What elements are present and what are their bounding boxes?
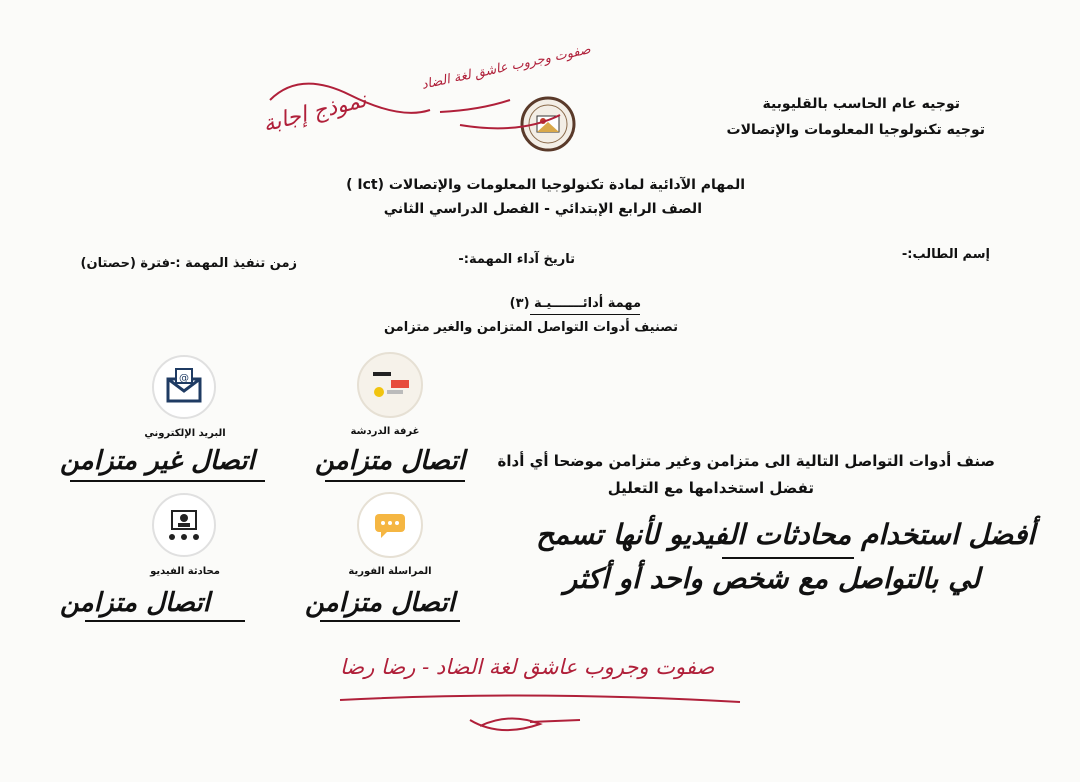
email-label: البريد الإلكتروني bbox=[144, 428, 226, 439]
task-heading: مهمة أدائـــــــيـة (٣) bbox=[509, 296, 641, 311]
email-answer-underline bbox=[70, 480, 265, 482]
header-line-2: توجيه تكنولوجيا المعلومات والإتصالات bbox=[726, 122, 985, 138]
footer-signature: صفوت وجروب عاشق لغة الضاد - رضا رضا bbox=[340, 655, 715, 679]
instant-message-answer: اتصال متزامن bbox=[305, 588, 455, 618]
student-name-label: إسم الطالب:- bbox=[901, 247, 990, 262]
handwritten-note-text: نموذج إجابة bbox=[260, 87, 369, 138]
signature-flourish bbox=[330, 690, 750, 740]
header-line-1: توجيه عام الحاسب بالقليوبية bbox=[762, 96, 960, 112]
svg-text:@: @ bbox=[179, 373, 189, 384]
answer-line-1: أفضل استخدام محادثات الفيديو لأنها تسمح bbox=[536, 518, 1035, 551]
answer-line-2: لي بالتواصل مع شخص واحد أو أكثر bbox=[563, 562, 980, 595]
chat-room-answer: اتصال متزامن bbox=[315, 446, 465, 476]
chat-room-icon bbox=[357, 352, 423, 418]
question-line-2: تفضل استخدامها مع التعليل bbox=[607, 479, 814, 497]
video-call-icon bbox=[152, 493, 216, 557]
video-call-answer-underline bbox=[85, 620, 245, 622]
title-line-2: الصف الرابع الإبتدائي - الفصل الدراسي الثاني bbox=[383, 201, 702, 217]
date-label: تاريخ آداء المهمة:- bbox=[458, 252, 575, 267]
duration-label: زمن تنفيذ المهمة :-فترة (حصتان) bbox=[80, 256, 297, 271]
instant-message-icon bbox=[357, 492, 423, 558]
handwritten-signature-top: صفوت وجروب عاشق لغة الضاد bbox=[420, 42, 593, 93]
task-heading-underline bbox=[530, 314, 640, 315]
instant-message-answer-underline bbox=[320, 620, 460, 622]
handwritten-answer-note bbox=[260, 40, 660, 150]
task-subheading: تصنيف أدوات التواصل المتزامن والغير متزامن bbox=[383, 320, 678, 335]
title-line-1: المهام الآدائية لمادة تكنولوجيا المعلومات والإتصالات (Ict ) bbox=[346, 177, 745, 193]
video-call-answer: اتصال متزامن bbox=[60, 588, 210, 618]
email-answer: اتصال غير متزامن bbox=[60, 446, 255, 476]
chat-room-answer-underline bbox=[325, 480, 465, 482]
email-icon bbox=[152, 355, 216, 419]
video-call-label: محادثة الفيديو bbox=[150, 566, 220, 577]
chat-room-label: غرفة الدردشة bbox=[350, 426, 420, 437]
answer-underline bbox=[722, 557, 854, 559]
instant-message-label: المراسلة الفورية bbox=[348, 566, 432, 577]
question-line-1: صنف أدوات التواصل التالية الى متزامن وغير متزامن موضحا أي أداة bbox=[497, 452, 995, 470]
